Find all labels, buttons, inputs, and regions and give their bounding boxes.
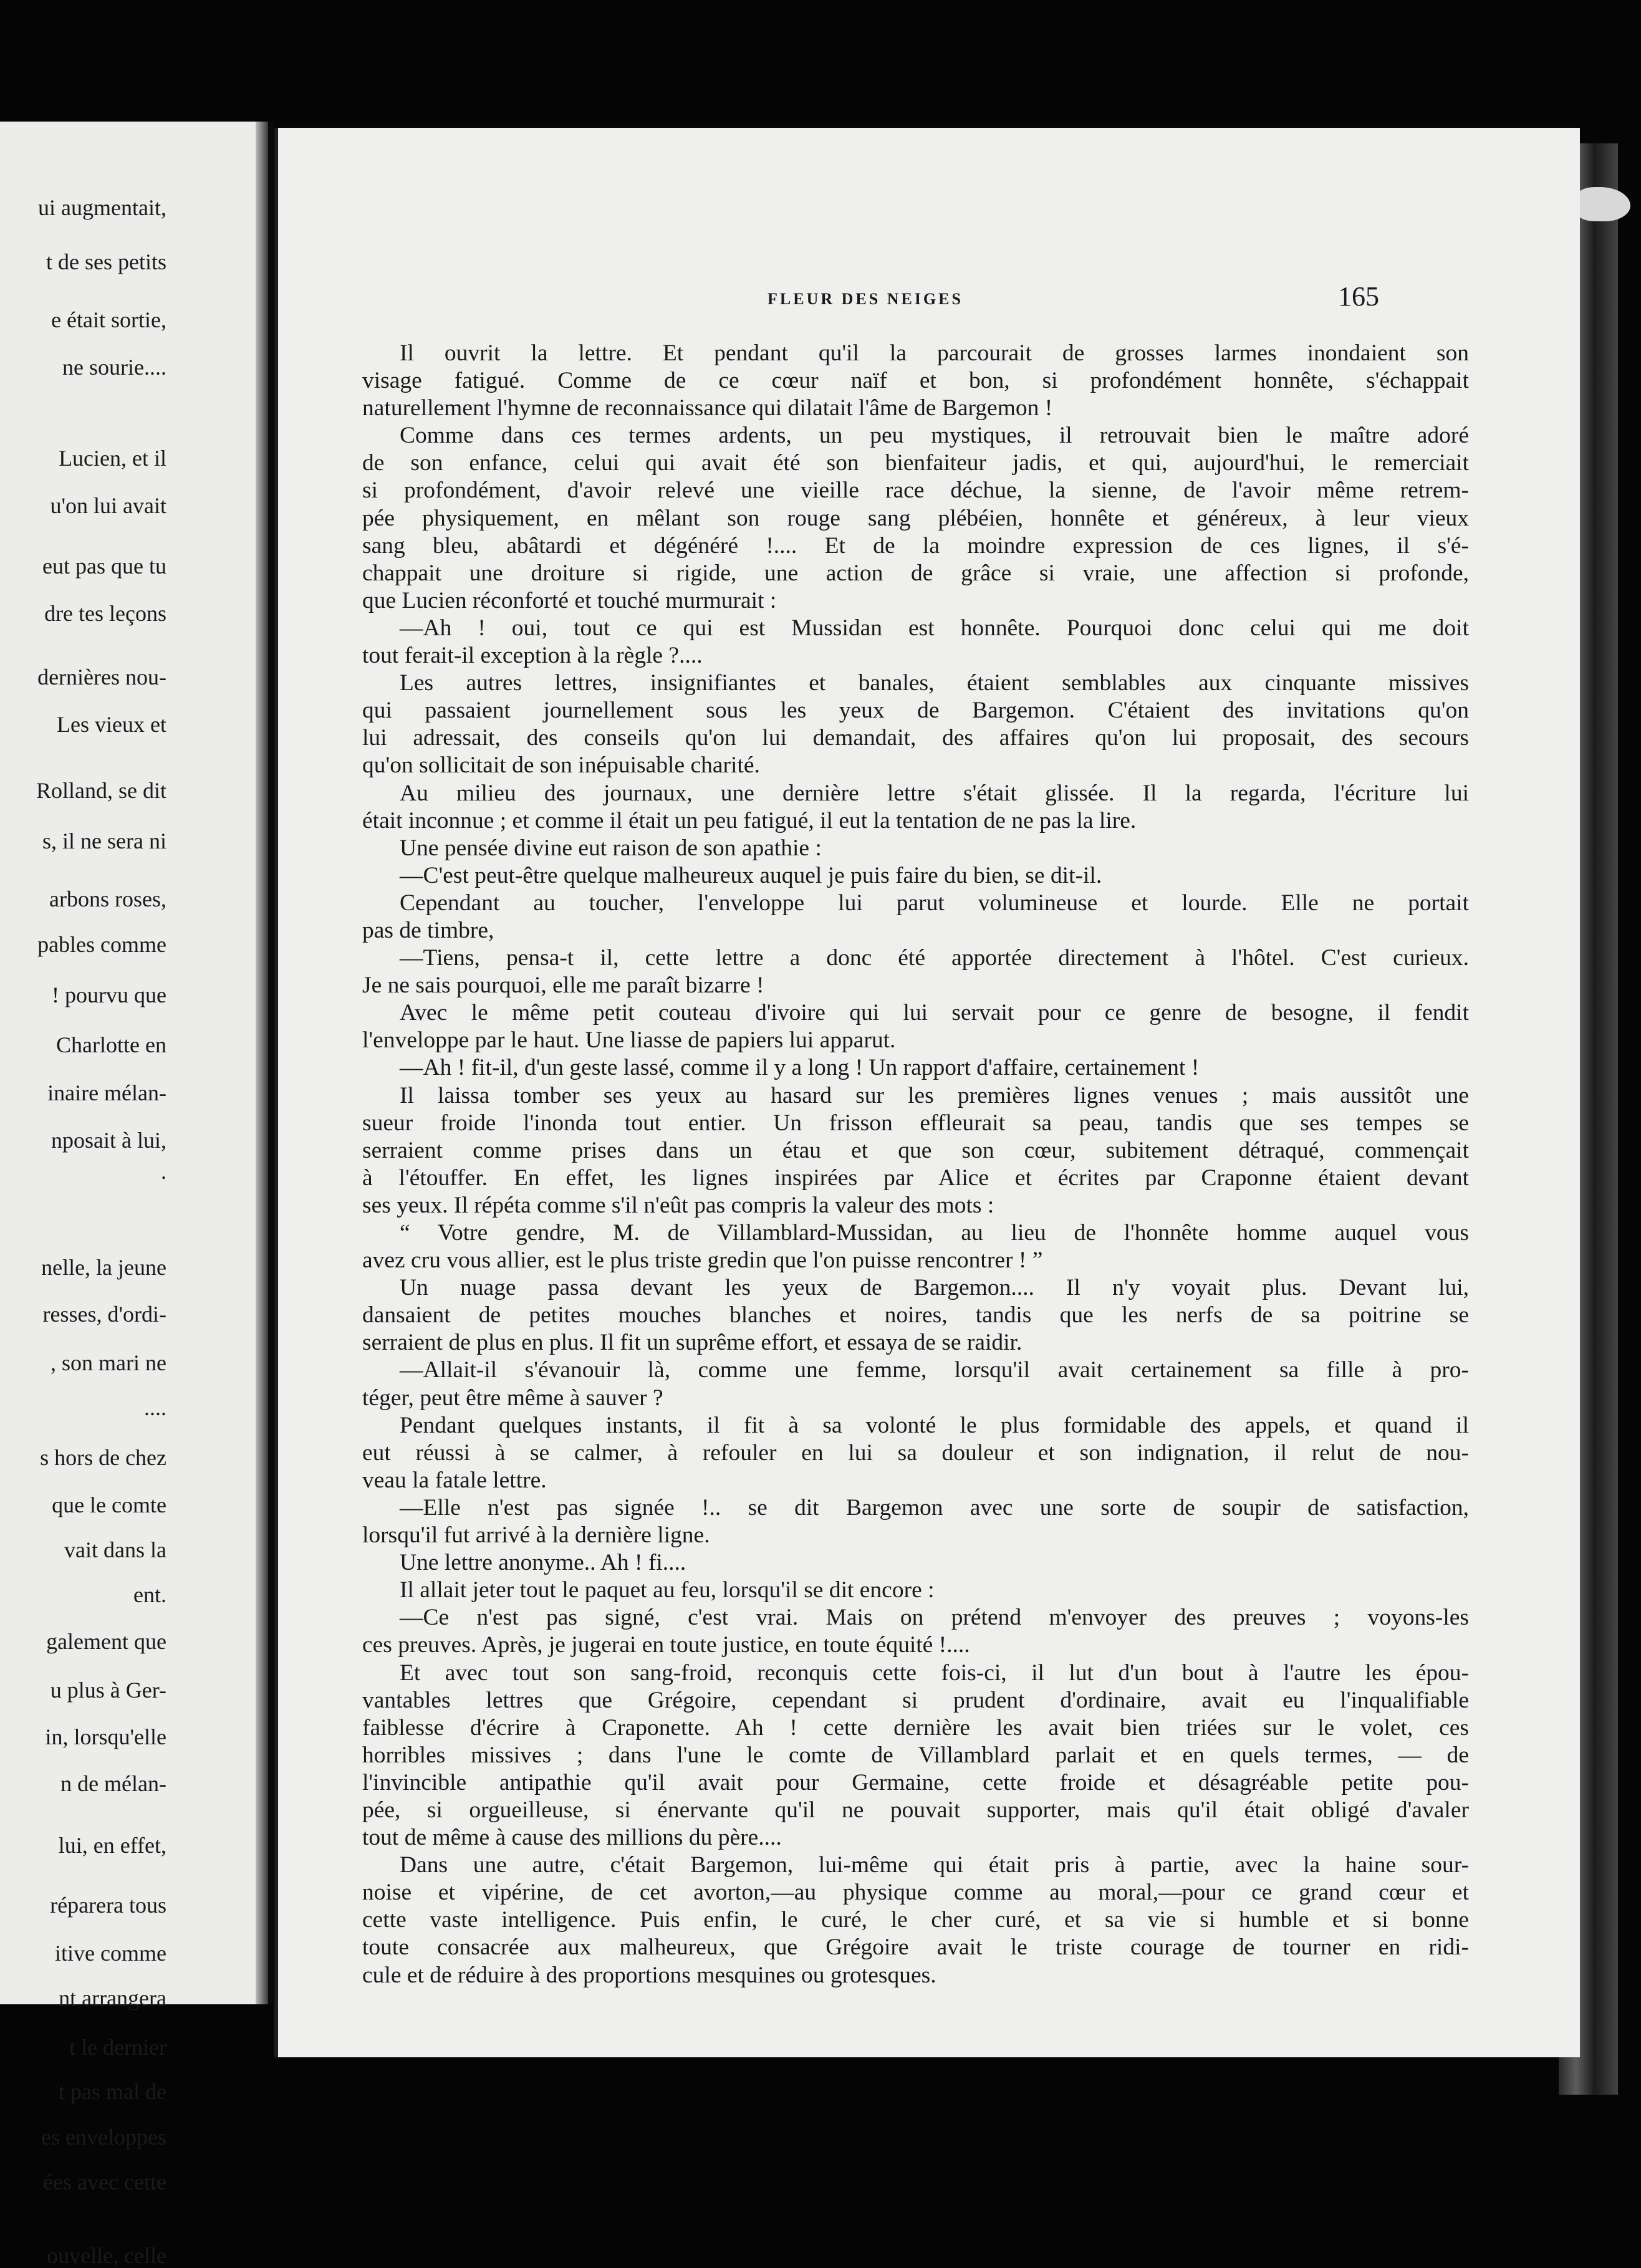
body-line: si profondément, d'avoir relevé une vieille race déchue, la sienne, de l'avoir même retrem-: [362, 478, 1469, 504]
body-line: naturellement l'hymne de reconnaissance qui dilatait l'âme de Bargemon !: [362, 395, 1053, 421]
running-head: FLEUR DES NEIGES: [768, 290, 963, 308]
body-line: l'invincible antipathie qu'il avait pour Germaine, cette froide et désagréable petite pou-: [362, 1769, 1469, 1795]
left-page-line: ées avec cette: [43, 2169, 166, 2194]
left-page-line: , son mari ne: [51, 1350, 166, 1375]
body-line: lui adressait, des conseils qu'on lui demandait, des affaires qu'on lui proposait, des secours: [362, 725, 1469, 751]
left-page-line: galement que: [46, 1629, 166, 1654]
left-page-line: que le comte: [52, 1492, 166, 1517]
body-line: de son enfance, celui qui avait été son bienfaiteur jadis, et qui, aujourd'hui, le remerciait: [362, 450, 1469, 476]
body-line: serraient comme prises dans un étau et que son cœur, subitement détraqué, commençait: [362, 1137, 1469, 1163]
left-page-line: Les vieux et: [57, 712, 166, 737]
left-page-line: t pas mal de: [59, 2079, 166, 2104]
left-page-line: s hors de chez: [40, 1445, 166, 1470]
left-page-line: u'on lui avait: [50, 493, 166, 518]
body-line: Avec le même petit couteau d'ivoire qui lui servait pour ce genre de besogne, il fendit: [400, 1000, 1469, 1026]
body-line: avez cru vous allier, est le plus triste gredin que l'on puisse rencontrer ! ”: [362, 1247, 1043, 1274]
left-page-line: lui, en effet,: [58, 1833, 166, 1858]
left-page-line: t de ses petits: [46, 249, 166, 274]
body-line: cette vaste intelligence. Puis enfin, le curé, le cher curé, et sa vie si humble et si bonne: [362, 1907, 1469, 1933]
left-page-line: n de mélan-: [60, 1771, 166, 1796]
body-line: qu'on sollicitait de son inépuisable charité.: [362, 752, 760, 779]
body-line: à l'étouffer. En effet, les lignes inspirées par Alice et écrites par Craponne étaient devant: [362, 1165, 1469, 1191]
left-page-line: nt arrangera: [59, 1986, 166, 2011]
body-line: Il laissa tomber ses yeux au hasard sur les premières lignes venues ; mais aussitôt une: [400, 1082, 1469, 1108]
left-page-line: ....: [144, 1395, 166, 1420]
left-page-line: s, il ne sera ni: [42, 829, 166, 853]
left-page-line: pables comme: [37, 932, 166, 957]
right-page: [274, 128, 1580, 2057]
body-line: eut réussi à se calmer, à refouler en lui sa douleur et son indignation, il relut de nou-: [362, 1439, 1469, 1466]
left-page-line: Rolland, se dit: [36, 778, 166, 803]
body-line: ses yeux. Il répéta comme s'il n'eût pas compris la valeur des mots :: [362, 1192, 994, 1218]
body-line: tout ferait-il exception à la règle ?....: [362, 643, 703, 669]
body-line: —Tiens, pensa-t il, cette lettre a donc été apportée directement à l'hôtel. C'est curieux.: [400, 945, 1469, 971]
body-line: —C'est peut-être quelque malheureux auquel je puis faire du bien, se dit-il.: [400, 862, 1102, 888]
left-page-line: vait dans la: [64, 1537, 166, 1562]
body-line: ces preuves. Après, je jugerai en toute justice, en toute équité !....: [362, 1632, 970, 1658]
body-line: toute consacrée aux malheureux, que Grégoire avait le triste courage de tourner en ridi-: [362, 1934, 1469, 1961]
body-line: Pendant quelques instants, il fit à sa volonté le plus formidable des appels, et quand il: [400, 1412, 1469, 1438]
left-page-line: es enveloppes: [41, 2125, 166, 2150]
page-number: 165: [1338, 281, 1379, 312]
left-page-line: itive comme: [55, 1941, 166, 1966]
body-line: serraient de plus en plus. Il fit un suprême effort, et essaya de se raidir.: [362, 1330, 1023, 1356]
body-line: Je ne sais pourquoi, elle me paraît bizarre !: [362, 973, 764, 999]
body-line: tout de même à cause des millions du père....: [362, 1825, 782, 1851]
left-page-line: u plus à Ger-: [50, 1678, 166, 1703]
body-line: Les autres lettres, insignifiantes et banales, étaient semblables aux cinquante missives: [400, 670, 1469, 696]
body-line: Un nuage passa devant les yeux de Bargemon.... Il n'y voyait plus. Devant lui,: [400, 1275, 1469, 1301]
body-line: Et avec tout son sang-froid, reconquis cette fois-ci, il lut d'un bout à l'autre les épou-: [400, 1660, 1469, 1686]
body-line: lorsqu'il fut arrivé à la dernière ligne.: [362, 1522, 710, 1549]
body-line: sueur froide l'inonda tout entier. Un frisson effleurait sa peau, tandis que ses tempes se: [362, 1110, 1469, 1136]
body-line: téger, peut être même à sauver ?: [362, 1385, 663, 1411]
left-page-line: ne sourie....: [62, 355, 166, 380]
body-line: l'enveloppe par le haut. Une liasse de papiers lui apparut.: [362, 1027, 896, 1054]
body-line: pas de timbre,: [362, 917, 494, 943]
left-page-line: inaire mélan-: [47, 1080, 166, 1105]
body-line: Il allait jeter tout le paquet au feu, lorsqu'il se dit encore :: [400, 1577, 935, 1603]
left-page-line: réparera tous: [50, 1893, 166, 1918]
body-line: visage fatigué. Comme de ce cœur naïf et bon, si profondément honnête, s'échappait: [362, 368, 1469, 394]
body-line: Comme dans ces termes ardents, un peu mystiques, il retrouvait bien le maître adoré: [400, 423, 1469, 449]
body-line: “ Votre gendre, M. de Villamblard-Mussidan, au lieu de l'honnête homme auquel vous: [400, 1220, 1469, 1246]
left-page-line: arbons roses,: [49, 887, 166, 911]
body-line: —Allait-il s'évanouir là, comme une femme, lorsqu'il avait certainement sa fille à pro-: [400, 1357, 1469, 1383]
left-page-line: nposait à lui,: [51, 1128, 166, 1153]
body-line: —Ah ! oui, tout ce qui est Mussidan est honnête. Pourquoi donc celui qui me doit: [400, 615, 1469, 641]
body-line: dansaient de petites mouches blanches et noires, tandis que les nerfs de sa poitrine se: [362, 1302, 1469, 1329]
body-line: vantables lettres que Grégoire, cependant si prudent d'ordinaire, avait eu l'inqualifiable: [362, 1687, 1469, 1713]
body-line: Dans une autre, c'était Bargemon, lui-même qui était pris à partie, avec la haine sour-: [400, 1852, 1469, 1878]
left-page-line: resses, d'ordi-: [42, 1302, 166, 1327]
body-line: noise et vipérine, de cet avorton,—au physique comme au moral,—pour ce grand cœur et: [362, 1880, 1469, 1906]
left-page-line: e était sortie,: [51, 307, 166, 332]
left-page-line: ! pourvu que: [52, 983, 166, 1007]
left-page-line: nelle, la jeune: [41, 1255, 166, 1280]
body-line: sang bleu, abâtardi et dégénéré !.... Et de la moindre expression de ces lignes, il s'é-: [362, 532, 1469, 559]
left-page-line: Charlotte en: [56, 1032, 166, 1057]
body-line: faiblesse d'écrire à Craponette. Ah ! cette dernière les avait bien triées sur le volet, ces: [362, 1714, 1469, 1741]
body-line: veau la fatale lettre.: [362, 1467, 547, 1493]
left-page-line: ouvelle, celle: [47, 2243, 166, 2268]
body-line: cule et de réduire à des proportions mesquines ou grotesques.: [362, 1962, 936, 1988]
left-page-line: dre tes leçons: [44, 601, 166, 626]
left-page-line: dernières nou-: [37, 665, 166, 690]
left-page-line: Lucien, et il: [59, 446, 166, 471]
body-line: était inconnue ; et comme il était un peu fatigué, il eut la tentation de ne pas la lire.: [362, 807, 1137, 834]
body-line: Cependant au toucher, l'enveloppe lui parut volumineuse et lourde. Elle ne portait: [400, 890, 1469, 916]
left-page: [0, 122, 268, 2268]
body-line: —Ce n'est pas signé, c'est vrai. Mais on prétend m'envoyer des preuves ; voyons-les: [400, 1605, 1469, 1631]
left-page-line: in, lorsqu'elle: [45, 1724, 166, 1749]
body-line: Il ouvrit la lettre. Et pendant qu'il la parcourait de grosses larmes inondaient son: [400, 340, 1469, 366]
left-page-line: eut pas que tu: [42, 554, 166, 579]
body-line: horribles missives ; dans l'une le comte de Villamblard parlait et en quels termes, — de: [362, 1742, 1469, 1768]
body-line: Une pensée divine eut raison de son apathie :: [400, 835, 822, 861]
paper-fragment: [1574, 187, 1630, 221]
body-line: chappait une droiture si rigide, une action de grâce si vraie, une affection si profonde,: [362, 560, 1469, 586]
left-page-line: ui augmentait,: [38, 195, 166, 220]
body-line: —Elle n'est pas signée !.. se dit Bargemon avec une sorte de soupir de satisfaction,: [400, 1494, 1469, 1521]
page-gutter-shadow: [256, 122, 268, 2004]
page-gutter: [268, 122, 273, 2004]
left-page-line: t le dernier: [69, 2035, 166, 2060]
body-line: Une lettre anonyme.. Ah ! fi....: [400, 1550, 686, 1576]
body-line: pée physiquement, en mêlant son rouge sang plébéien, honnête et généreux, à leur vieux: [362, 505, 1469, 531]
body-text: [362, 340, 1469, 1989]
body-line: —Ah ! fit-il, d'un geste lassé, comme il y a long ! Un rapport d'affaire, certainement !: [400, 1055, 1200, 1081]
left-page-line: ent.: [133, 1582, 166, 1607]
body-line: pée, si orgueilleuse, si énervante qu'il ne pouvait supporter, mais qu'il était obligé d'avaler: [362, 1797, 1469, 1823]
left-page-line: .: [161, 1159, 166, 1184]
body-line: que Lucien réconforté et touché murmurait :: [362, 587, 777, 613]
body-line: Au milieu des journaux, une dernière lettre s'était glissée. Il la regarda, l'écriture lui: [400, 780, 1469, 806]
body-line: qui passaient journellement sous les yeux de Bargemon. C'étaient des invitations qu'on: [362, 698, 1469, 724]
